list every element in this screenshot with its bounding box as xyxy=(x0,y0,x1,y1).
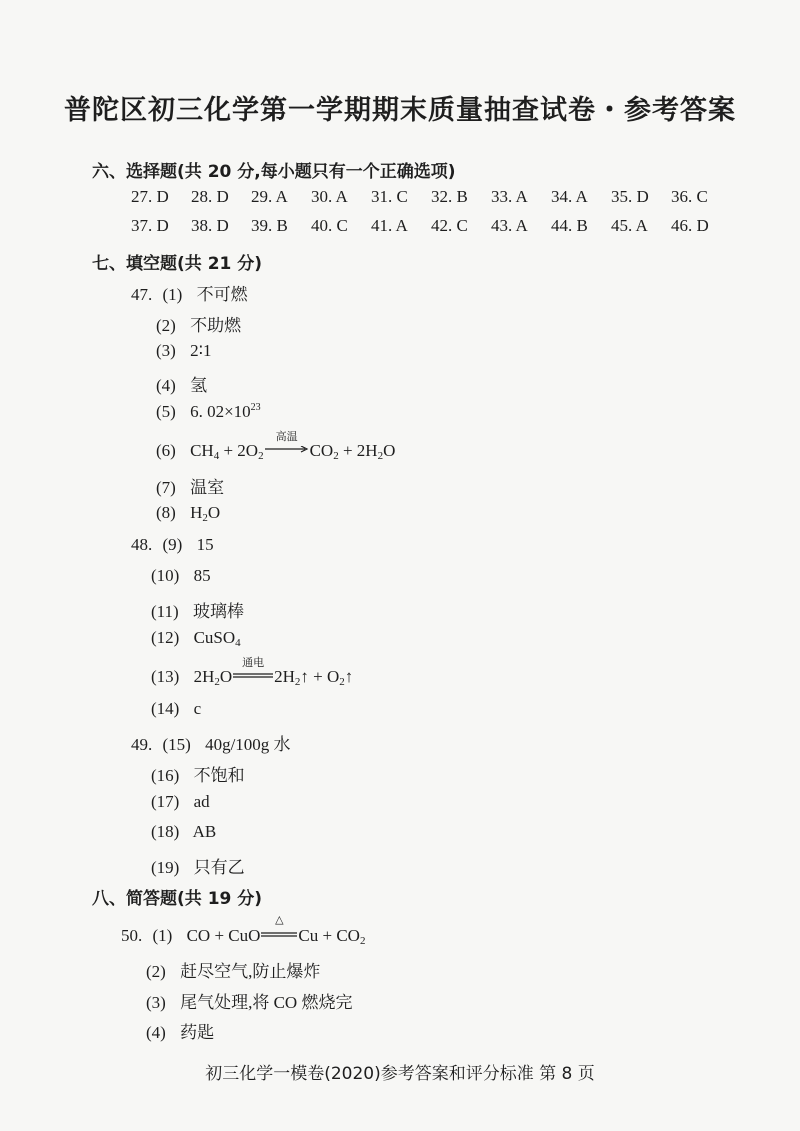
answer-49-15 xyxy=(131,730,291,755)
answer-47-1 xyxy=(131,280,248,305)
mcq-answer: 27. D xyxy=(131,187,169,206)
section-7-heading: 七、填空题(共 21 分) xyxy=(92,254,263,274)
answer-50-1 xyxy=(121,913,366,947)
answer-48-10 xyxy=(151,566,211,586)
blank-number: (14) xyxy=(151,699,180,718)
mcq-answer: 39. B xyxy=(251,216,288,235)
mcq-answer: 34. A xyxy=(551,187,588,206)
answer-47-4 xyxy=(156,371,207,396)
blank-number: (16) xyxy=(151,766,180,785)
answer-text: 赶尽空气,防止爆炸 xyxy=(180,962,321,981)
answer-49-19 xyxy=(151,853,245,878)
answer-47-7 xyxy=(156,473,224,498)
blank-number: (10) xyxy=(151,566,180,585)
blank-number: (4) xyxy=(156,376,176,395)
chemical-formula: CuSO$_4$ xyxy=(193,628,241,649)
chemical-formula: $H_2O$ xyxy=(190,503,221,524)
chemical-equation: $CH_4 + 2O_2$ 高温 $CO_2 + 2H_2O$ xyxy=(190,430,396,462)
blank-number: (2) xyxy=(156,316,176,335)
answer-text: 不饱和 xyxy=(193,766,245,785)
mcq-answer: 33. A xyxy=(491,187,528,206)
answer-50-3 xyxy=(146,988,352,1013)
page-title: 普陀区初三化学第一学期期末质量抽查试卷・参考答案 xyxy=(64,95,736,126)
answer-text: ad xyxy=(193,792,210,811)
mcq-answer: 41. A xyxy=(371,216,408,235)
blank-number: (12) xyxy=(151,628,180,647)
answer-50-2 xyxy=(146,957,320,982)
blank-number: (19) xyxy=(151,858,180,877)
answer-48-11 xyxy=(151,597,244,622)
mcq-answer: 31. C xyxy=(371,187,408,206)
answer-text: 氢 xyxy=(190,376,208,395)
chemical-equation: $2H_2O$ 通电 $2H_2↑$ + $O_2↑$ xyxy=(193,656,354,688)
answer-text: 玻璃棒 xyxy=(192,602,244,621)
answer-text: 药匙 xyxy=(180,1023,215,1042)
answer-text: 温室 xyxy=(190,478,225,497)
blank-number: (17) xyxy=(151,792,180,811)
blank-number: (15) xyxy=(162,735,191,754)
answer-text: 15 xyxy=(196,535,214,554)
mcq-answer: 37. D xyxy=(131,216,169,235)
answer-text: 2∶1 xyxy=(190,341,212,360)
answer-48-9 xyxy=(131,535,214,555)
reaction-arrow xyxy=(233,656,273,684)
reaction-condition: 通电 xyxy=(242,656,265,669)
answer-text: 不助燃 xyxy=(190,316,242,335)
mcq-answer: 36. C xyxy=(671,187,708,206)
mcq-answer: 35. D xyxy=(611,187,649,206)
answer-49-18 xyxy=(151,822,216,842)
mcq-answer: 40. C xyxy=(311,216,348,235)
blank-number: (1) xyxy=(152,926,173,945)
answer-47-8 xyxy=(156,503,220,524)
answer-text: 6. 02×10 xyxy=(190,402,251,421)
answer-text: 85 xyxy=(193,566,211,585)
answer-48-14 xyxy=(151,699,201,719)
mcq-answer: 28. D xyxy=(191,187,229,206)
answer-48-13 xyxy=(151,656,354,688)
blank-number: (18) xyxy=(151,822,180,841)
mcq-answer: 32. B xyxy=(431,187,468,206)
mcq-answer: 42. C xyxy=(431,216,468,235)
blank-number: (13) xyxy=(151,667,180,686)
answer-text: AB xyxy=(192,822,217,841)
answer-48-12 xyxy=(151,628,241,649)
mcq-answer: 45. A xyxy=(611,216,648,235)
question-number: 47. xyxy=(131,285,153,304)
mcq-answer: 43. A xyxy=(491,216,528,235)
mcq-answer: 29. A xyxy=(251,187,288,206)
exponent: 23 xyxy=(250,402,261,413)
blank-number: (9) xyxy=(162,535,183,554)
blank-number: (7) xyxy=(156,478,176,497)
page-footer: 初三化学一模卷(2020)参考答案和评分标准 第 8 页 xyxy=(205,1064,595,1084)
answer-text: 尾气处理,将 CO 燃烧完 xyxy=(180,993,353,1012)
mcq-row-2 xyxy=(131,216,731,236)
answer-47-2 xyxy=(156,311,241,336)
blank-number: (5) xyxy=(156,402,176,421)
section-8-heading: 八、简答题(共 19 分) xyxy=(92,889,263,909)
blank-number: (6) xyxy=(156,441,176,460)
reaction-arrow xyxy=(265,430,309,458)
answer-50-4 xyxy=(146,1018,214,1043)
answer-47-6 xyxy=(156,430,396,462)
question-number: 50. xyxy=(121,926,143,945)
mcq-answer: 44. B xyxy=(551,216,588,235)
section-6-heading: 六、选择题(共 20 分,每小题只有一个正确选项) xyxy=(92,162,456,182)
mcq-answer: 46. D xyxy=(671,216,709,235)
blank-number: (1) xyxy=(162,285,183,304)
answer-49-16 xyxy=(151,761,245,786)
blank-number: (2) xyxy=(146,962,166,981)
reaction-arrow xyxy=(261,913,297,943)
reaction-condition: △ xyxy=(275,913,284,926)
question-number: 49. xyxy=(131,735,153,754)
answer-text: 不可燃 xyxy=(196,285,248,304)
blank-number: (3) xyxy=(146,993,166,1012)
blank-number: (11) xyxy=(151,602,179,621)
blank-number: (4) xyxy=(146,1023,166,1042)
mcq-row-1 xyxy=(131,187,731,207)
answer-text: 40g/100g 水 xyxy=(205,735,291,754)
answer-text: 只有乙 xyxy=(193,858,245,877)
question-number: 48. xyxy=(131,535,153,554)
answer-47-3 xyxy=(156,341,212,361)
mcq-answer: 30. A xyxy=(311,187,348,206)
mcq-answer: 38. D xyxy=(191,216,229,235)
chemical-equation: CO + CuO △ $Cu + CO_2$ xyxy=(186,913,366,947)
answer-47-5 xyxy=(156,402,261,422)
blank-number: (8) xyxy=(156,503,176,522)
answer-49-17 xyxy=(151,792,210,812)
reaction-condition: 高温 xyxy=(275,430,298,443)
answer-text: c xyxy=(193,699,202,718)
blank-number: (3) xyxy=(156,341,176,360)
